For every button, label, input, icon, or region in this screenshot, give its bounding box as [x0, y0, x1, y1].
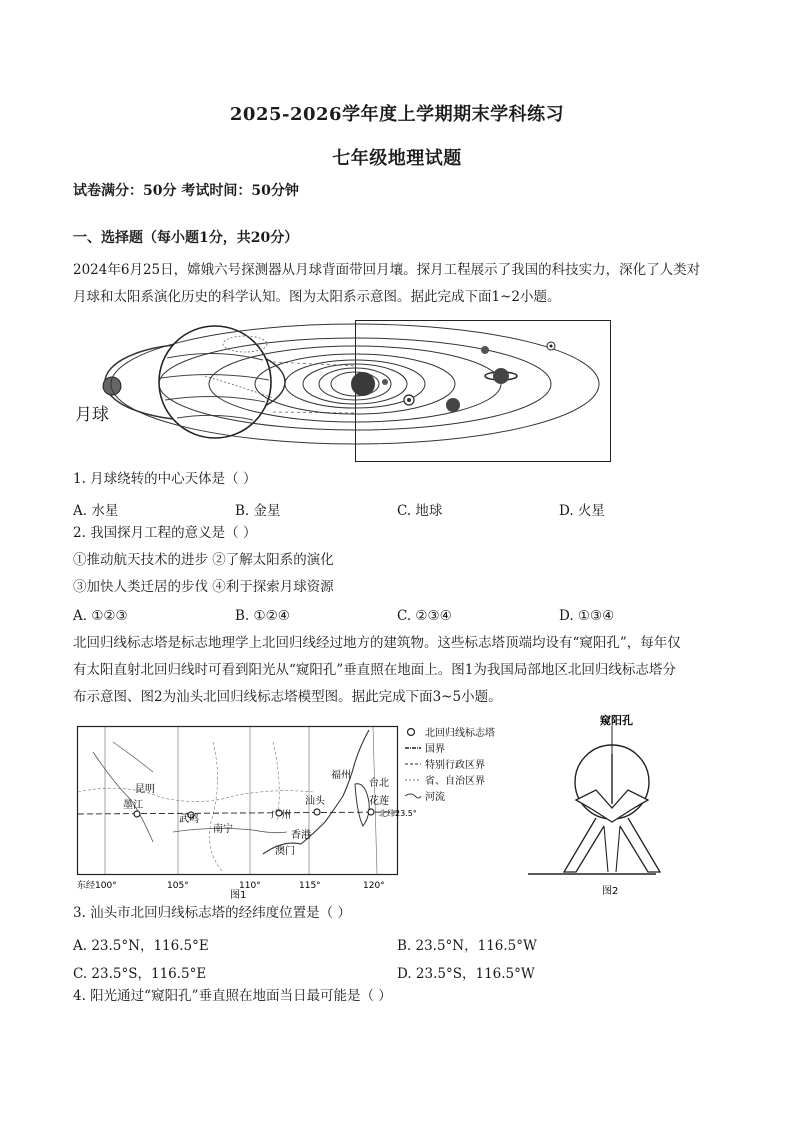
map-legend — [403, 724, 533, 802]
q1-stem: 1. 月球绕转的中心天体是（ ） — [73, 471, 257, 487]
q2-stem: 2. 我国探月工程的意义是（ ） — [73, 525, 257, 541]
map-latitude-label: 北纬23.5° — [379, 809, 417, 818]
map-city-nanning: 南宁 — [213, 824, 233, 835]
legend-national-border: 国界 — [425, 744, 445, 755]
exam-info: 试卷满分：50分 考试时间：50分钟 — [73, 183, 299, 199]
q1-option-a[interactable]: A. 水星 — [73, 503, 119, 519]
q3-option-a[interactable]: A. 23.5°N，116.5°E — [73, 938, 209, 954]
q3-option-d[interactable]: D. 23.5°S，116.5°W — [397, 966, 535, 982]
q1-option-d[interactable]: D. 火星 — [559, 503, 605, 519]
map-city-shantou: 汕头 — [305, 796, 325, 807]
q1-option-c[interactable]: C. 地球 — [397, 503, 443, 519]
passage2-line1: 北回归线标志塔是标志地理学上北回归线经过地方的建筑物。这些标志塔顶端均设有“窥阳孔”，每年仅 — [73, 635, 681, 651]
tower-caption: 图2 — [602, 886, 619, 897]
map-lon-label-105: 105° — [167, 881, 189, 891]
q3-stem: 3. 汕头市北回归线标志塔的经纬度位置是（ ） — [73, 905, 351, 921]
map-city-hongkong: 香港 — [291, 830, 311, 841]
moon-orbit-figure — [95, 318, 360, 448]
moon-label: 月球 — [75, 405, 109, 425]
map-city-taipei: 台北 — [369, 778, 389, 789]
legend-sar-border: 特别行政区界 — [425, 760, 485, 771]
map-city-guangzhou: 广州 — [271, 810, 291, 821]
map-city-mojiang: 墨江 — [123, 800, 143, 811]
map-city-wuming: 武鸣 — [179, 814, 199, 825]
map-caption: 图1 — [230, 890, 247, 901]
q3-option-c[interactable]: C. 23.5°S，116.5°E — [73, 966, 207, 982]
passage1-line1: 2024年6月25日，嫦娥六号探测器从月球背面带回月壤。探月工程展示了我国的科技实力，深化了人类对 — [73, 262, 701, 278]
tower-hole-label: 窥阳孔 — [600, 714, 633, 727]
page-title: 2025-2026学年度上学期期末学科练习 — [229, 104, 565, 125]
page-subtitle: 七年级地理试题 — [332, 148, 462, 169]
map-city-kunming: 昆明 — [135, 784, 155, 795]
q4-stem: 4. 阳光通过“窥阳孔”垂直照在地面当日最可能是（ ） — [73, 988, 392, 1004]
map-city-hualien: 花莲 — [369, 796, 389, 807]
map-lon-label-120: 120° — [363, 881, 385, 891]
section-heading: 一、选择题（每小题1分，共20分） — [73, 230, 299, 246]
legend-province-border: 省、自治区界 — [425, 776, 485, 787]
solar-system-figure — [355, 320, 611, 462]
passage1-line2: 月球和太阳系演化历史的科学认知。图为太阳系示意图。据此完成下面1~2小题。 — [73, 289, 561, 305]
legend-tower: 北回归线标志塔 — [425, 728, 495, 739]
passage2-line2: 有太阳直射北回归线时可看到阳光从“窥阳孔”垂直照在地面上。图1为我国局部地区北回归线标志塔分 — [73, 662, 676, 678]
map-lon-label-115: 115° — [299, 881, 321, 891]
q3-option-b[interactable]: B. 23.5°N，116.5°W — [397, 938, 537, 954]
passage2-line3: 布示意图、图2为汕头北回归线标志塔模型图。据此完成下面3~5小题。 — [73, 689, 502, 705]
map-city-fuzhou: 福州 — [331, 770, 351, 781]
map-city-macau: 澳门 — [275, 846, 295, 857]
map-lon-label-100: 东经100° — [77, 881, 117, 891]
map-lon-label-110: 110° — [239, 881, 261, 891]
tower-model-figure — [524, 712, 659, 902]
q2-option-d[interactable]: D. ①③④ — [559, 608, 615, 624]
q2-option-c[interactable]: C. ②③④ — [397, 608, 452, 624]
q2-statements-line2: ③加快人类迁居的步伐 ④利于探索月球资源 — [73, 579, 334, 595]
q2-statements-line1: ①推动航天技术的进步 ②了解太阳系的演化 — [73, 552, 334, 568]
q2-option-b[interactable]: B. ①②④ — [235, 608, 290, 624]
q1-option-b[interactable]: B. 金星 — [235, 503, 281, 519]
legend-river: 河流 — [425, 792, 445, 803]
tropic-map-figure — [73, 722, 417, 901]
q2-option-a[interactable]: A. ①②③ — [73, 608, 128, 624]
